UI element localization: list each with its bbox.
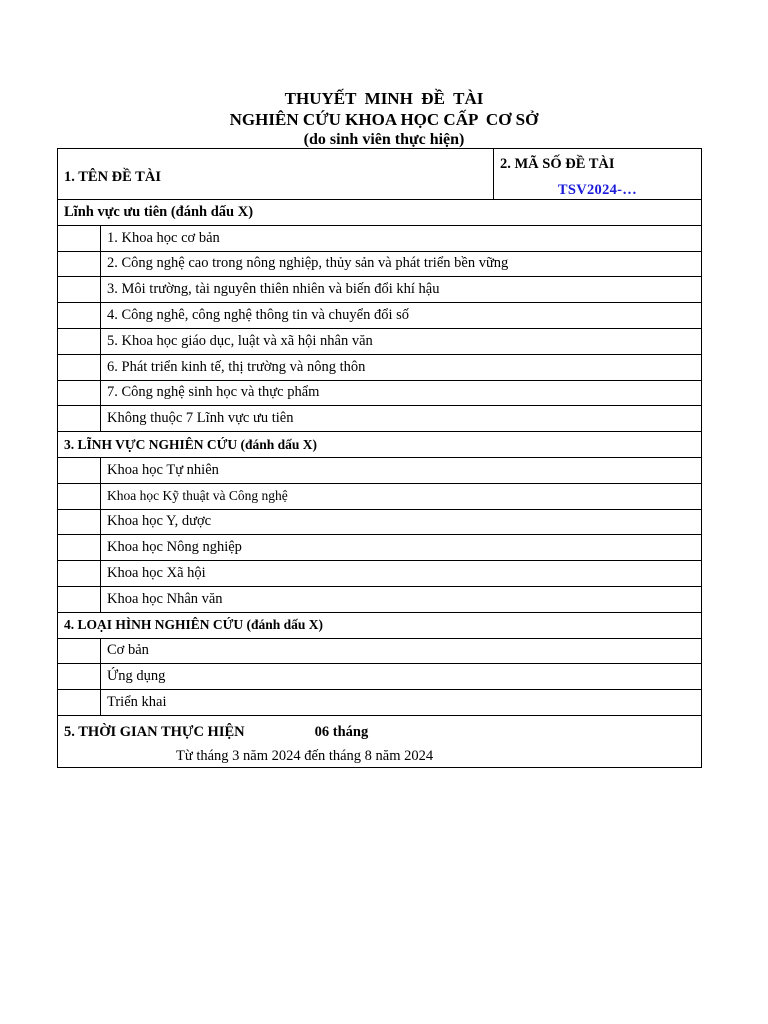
research-field-row: [58, 483, 702, 509]
research-field-option-label: Khoa học Tự nhiên: [101, 457, 702, 483]
title-code-row: [58, 149, 702, 200]
research-field-option-label: Khoa học Nông nghiệp: [101, 535, 702, 561]
research-field-option-label: Khoa học Nhân văn: [101, 586, 702, 612]
proposal-form-table: [57, 148, 702, 768]
research-field-checkbox-5[interactable]: [58, 561, 101, 587]
priority-label: Lĩnh vực ưu tiên (đánh dấu X): [58, 200, 702, 226]
priority-option-label: 5. Khoa học giáo dục, luật và xã hội nhân văn: [101, 328, 702, 354]
priority-option-label: 7. Công nghệ sinh học và thực phẩm: [101, 380, 702, 406]
research-field-row: [58, 586, 702, 612]
project-title-label: 1. TÊN ĐỀ TÀI: [64, 169, 161, 185]
research-type-checkbox-2[interactable]: [58, 664, 101, 690]
priority-checkbox-5[interactable]: [58, 328, 101, 354]
research-field-checkbox-2[interactable]: [58, 483, 101, 509]
research-field-label: 3. LĨNH VỰC NGHIÊN CỨU (đánh dấu X): [58, 432, 702, 458]
project-code-label: 2. MÃ SỐ ĐỀ TÀI: [500, 156, 615, 172]
priority-checkbox-1[interactable]: [58, 225, 101, 251]
research-field-header-row: [58, 432, 702, 458]
research-field-row: [58, 535, 702, 561]
priority-checkbox-7[interactable]: [58, 380, 101, 406]
priority-checkbox-4[interactable]: [58, 303, 101, 329]
duration-row: [58, 715, 702, 767]
priority-option-label: 6. Phát triển kinh tế, thị trường và nông thôn: [101, 354, 702, 380]
research-type-row: [58, 690, 702, 716]
priority-header-row: [58, 200, 702, 226]
research-field-row: [58, 509, 702, 535]
priority-option-label: 4. Công nghê, công nghệ thông tin và chuyển đổi số: [101, 303, 702, 329]
document-header: [0, 88, 768, 149]
duration-value[interactable]: 06 tháng: [314, 724, 369, 741]
research-field-option-label: Khoa học Kỹ thuật và Công nghệ: [101, 483, 702, 509]
priority-option-row: [58, 406, 702, 432]
project-title-cell[interactable]: [58, 149, 494, 200]
priority-option-row: [58, 380, 702, 406]
duration-cell[interactable]: [58, 715, 702, 767]
research-type-row: [58, 664, 702, 690]
priority-option-row: [58, 354, 702, 380]
research-type-checkbox-3[interactable]: [58, 690, 101, 716]
research-type-checkbox-1[interactable]: [58, 638, 101, 664]
research-field-checkbox-6[interactable]: [58, 586, 101, 612]
priority-option-label: 1. Khoa học cơ bản: [101, 225, 702, 251]
priority-option-row: [58, 303, 702, 329]
research-field-checkbox-1[interactable]: [58, 457, 101, 483]
priority-option-label: Không thuộc 7 Lĩnh vực ưu tiên: [101, 406, 702, 432]
priority-option-label: 2. Công nghệ cao trong nông nghiệp, thủy sản và phát triển bền vững: [101, 251, 702, 277]
priority-option-row: [58, 328, 702, 354]
project-code-value[interactable]: TSV2024-…: [557, 182, 638, 198]
priority-option-row: [58, 225, 702, 251]
research-field-checkbox-3[interactable]: [58, 509, 101, 535]
research-field-option-label: Khoa học Xã hội: [101, 561, 702, 587]
title-line-1: THUYẾT MINH ĐỀ TÀI: [284, 89, 484, 108]
title-line-3: (do sinh viên thực hiện): [303, 131, 465, 148]
priority-checkbox-2[interactable]: [58, 251, 101, 277]
duration-range[interactable]: Từ tháng 3 năm 2024 đến tháng 8 năm 2024: [176, 748, 434, 765]
research-field-row: [58, 457, 702, 483]
research-type-option-label: Ứng dụng: [101, 664, 702, 690]
priority-checkbox-6[interactable]: [58, 354, 101, 380]
research-field-option-label: Khoa học Y, dược: [101, 509, 702, 535]
priority-checkbox-3[interactable]: [58, 277, 101, 303]
research-type-option-label: Cơ bản: [101, 638, 702, 664]
research-field-checkbox-4[interactable]: [58, 535, 101, 561]
priority-option-row: [58, 277, 702, 303]
research-type-option-label: Triển khai: [101, 690, 702, 716]
title-line-2: NGHIÊN CỨU KHOA HỌC CẤP CƠ SỞ: [229, 110, 539, 129]
research-type-row: [58, 638, 702, 664]
research-type-label: 4. LOẠI HÌNH NGHIÊN CỨU (đánh dấu X): [58, 612, 702, 638]
priority-option-row: [58, 251, 702, 277]
project-code-cell[interactable]: [494, 149, 702, 200]
priority-checkbox-none[interactable]: [58, 406, 101, 432]
research-field-row: [58, 561, 702, 587]
research-type-header-row: [58, 612, 702, 638]
duration-label: 5. THỜI GIAN THỰC HIỆN: [64, 724, 245, 741]
priority-option-label: 3. Môi trường, tài nguyên thiên nhiên và biến đổi khí hậu: [101, 277, 702, 303]
duration-line: [64, 724, 695, 741]
